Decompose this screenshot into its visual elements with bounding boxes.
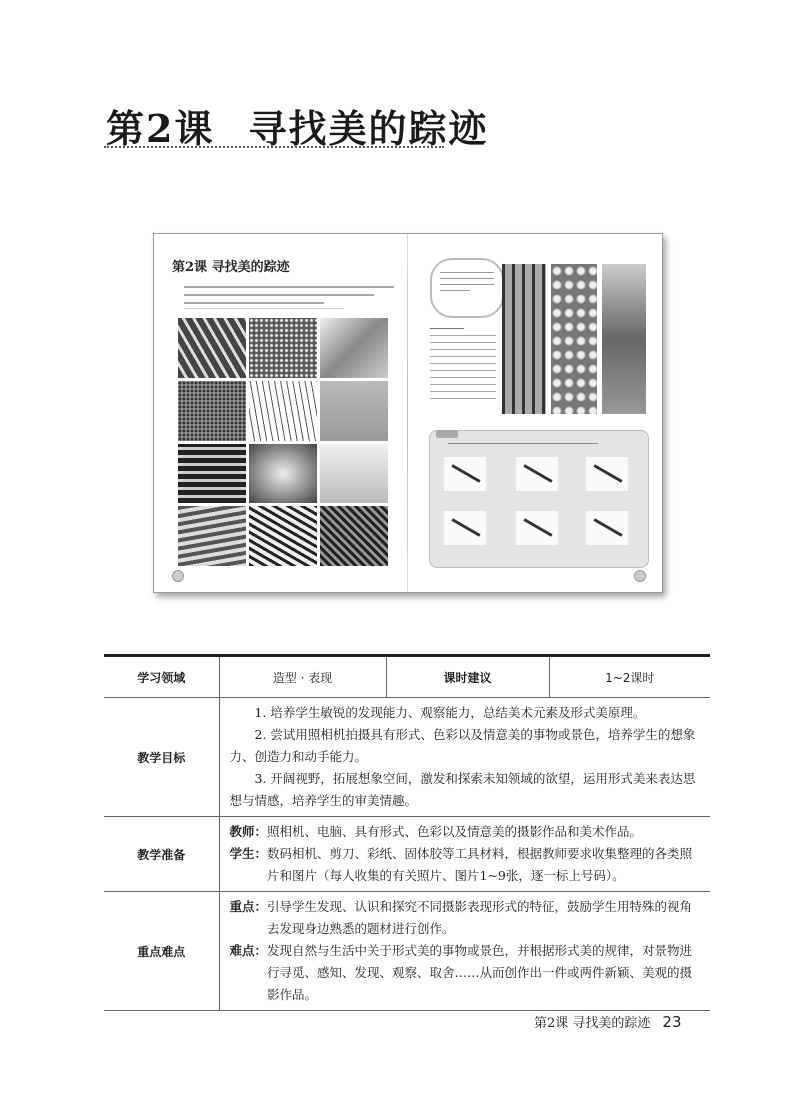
texture-photo xyxy=(178,318,246,378)
leaf-photo xyxy=(586,511,628,545)
focus-label: 重点难点 xyxy=(104,892,219,1011)
texture-photo xyxy=(249,444,317,504)
tree-photo xyxy=(602,264,646,414)
focus-hard-label: 难点： xyxy=(229,943,268,958)
table-row-goals xyxy=(104,698,710,817)
texture-photo xyxy=(320,381,388,441)
leaf-photo xyxy=(444,511,486,545)
leaf-photo xyxy=(586,457,628,491)
field-label: 学习领域 xyxy=(104,656,219,698)
page-title xyxy=(106,98,488,153)
texture-photo xyxy=(320,318,388,378)
prep-label: 教学准备 xyxy=(104,817,219,892)
page-number-dot xyxy=(172,570,184,582)
goal-item: 1. 培养学生敏锐的发现能力、观察能力，总结美术元素及形式美原理。 xyxy=(254,705,646,720)
textbook-spread-figure xyxy=(153,233,663,593)
texture-photo xyxy=(320,506,388,566)
texture-photo xyxy=(178,506,246,566)
table-row-prep xyxy=(104,817,710,892)
tips-panel xyxy=(429,430,649,568)
goal-item: 2. 尝试用照相机拍摄具有形式、色彩以及情意美的事物或景色，培养学生的想象力、创造力和动手能力。 xyxy=(229,727,696,764)
tips-tab xyxy=(436,430,458,438)
texture-photo xyxy=(178,444,246,504)
prep-teacher-label: 教师： xyxy=(229,824,268,839)
focus-hard xyxy=(230,940,703,1006)
leaf-photo xyxy=(516,511,558,545)
lesson-title: 寻找美的踪迹 xyxy=(248,106,489,151)
running-title: 第2课 寻找美的踪迹 xyxy=(534,1016,651,1031)
page-footer xyxy=(534,1012,682,1031)
texture-photo xyxy=(320,444,388,504)
focus-key-label: 重点： xyxy=(229,899,268,914)
focus-hard-text: 发现自然与生活中关于形式美的事物或景色，并根据形式美的规律，对景物进行寻觅、感知、发现、观察、取舍……从而创作出一件或两件新颖、美观的摄影作品。 xyxy=(267,943,693,1002)
prep-student-text: 数码相机、剪刀、彩纸、固体胶等工具材料，根据教师要求收集整理的各类照片和图片（每人收集的有关照片、图片1~9张，逐一标上号码）。 xyxy=(267,846,693,883)
page-number-dot xyxy=(634,570,646,582)
lesson-number: 第2课 xyxy=(106,106,215,151)
goal-item: 3. 开阔视野，拓展想象空间，激发和探索未知领域的欲望，运用形式美来表达思想与情感，培养学生的审美情趣。 xyxy=(229,771,696,808)
spread-gutter xyxy=(407,234,408,592)
focus-content xyxy=(219,892,710,1011)
hours-value: 1~2课时 xyxy=(549,656,710,698)
prep-teacher-text: 照相机、电脑、具有形式、色彩以及情意美的摄影作品和美术作品。 xyxy=(267,824,643,839)
leaf-photo xyxy=(516,457,558,491)
field-value: 造型 · 表现 xyxy=(219,656,386,698)
goals-content xyxy=(219,698,710,817)
figure-mini-title: 第2课 寻找美的踪迹 xyxy=(172,260,290,275)
hours-label: 课时建议 xyxy=(386,656,549,698)
architecture-photo xyxy=(502,264,546,414)
prep-content xyxy=(219,817,710,892)
title-underline xyxy=(104,146,444,148)
table-row-focus xyxy=(104,892,710,1011)
focus-key-text: 引导学生发现、认识和探究不同摄影表现形式的特征，鼓励学生用特殊的视角去发现身边熟悉的题材进行创作。 xyxy=(267,899,693,936)
prep-teacher xyxy=(230,821,703,843)
prep-student-label: 学生： xyxy=(229,846,268,861)
lesson-plan-table xyxy=(104,654,710,1011)
texture-photo-grid xyxy=(178,318,388,566)
prep-student xyxy=(230,843,703,887)
texture-photo xyxy=(249,381,317,441)
figure-intro-text xyxy=(184,286,394,310)
blossom-photo xyxy=(551,264,597,414)
texture-photo xyxy=(249,506,317,566)
leaf-photo xyxy=(444,457,486,491)
goals-label: 教学目标 xyxy=(104,698,219,817)
focus-key xyxy=(230,896,703,940)
figure-caption-text xyxy=(184,308,344,315)
page-number: 23 xyxy=(662,1013,682,1031)
table-header-row xyxy=(104,656,710,698)
texture-photo xyxy=(178,381,246,441)
learning-requirements-text xyxy=(430,328,496,405)
texture-photo xyxy=(249,318,317,378)
speech-cloud xyxy=(430,258,504,318)
